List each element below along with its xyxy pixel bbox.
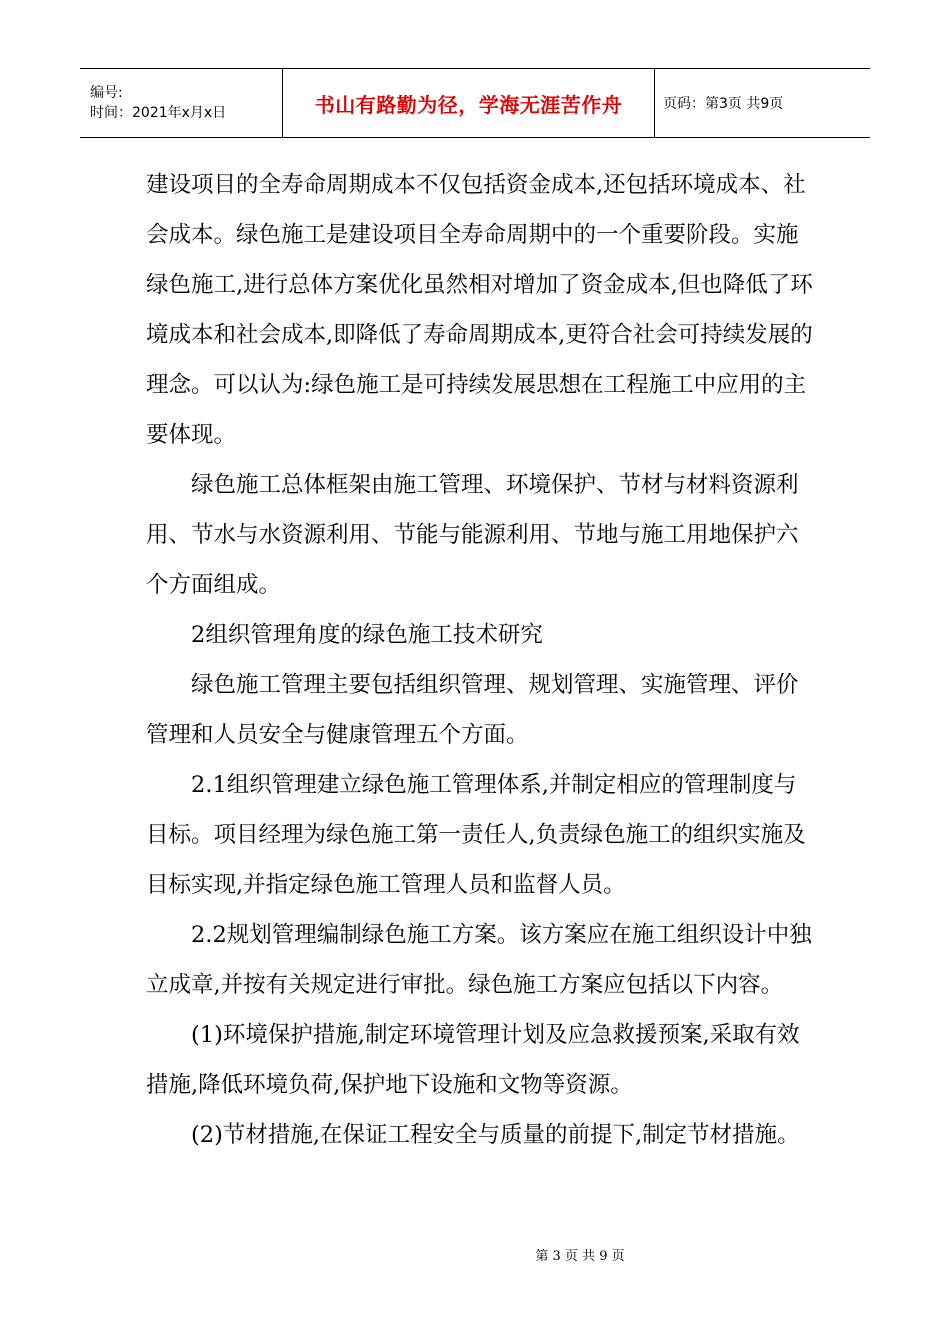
paragraph: 2.2规划管理编制绿色施工方案。该方案应在施工组织设计中独立成章,并按有关规定进行审批。绿色施工方案应包括以下内容。 bbox=[146, 922, 812, 998]
list-item: (2)节材措施,在保证工程安全与质量的前提下,制定节材措施。 bbox=[191, 1122, 800, 1148]
document-body bbox=[146, 160, 816, 1160]
paragraph: 绿色施工管理主要包括组织管理、规划管理、实施管理、评价管理和人员安全与健康管理五个方面。 bbox=[146, 672, 799, 748]
header-page-label: 页码：第3页 共9页 bbox=[663, 96, 784, 112]
header-page-info bbox=[655, 69, 870, 137]
header-motto bbox=[283, 69, 655, 137]
header-meta bbox=[80, 69, 283, 137]
list-item: (1)环境保护措施,制定环境管理计划及应急救援预案,采取有效措施,降低环境负荷,保护地下设施和文物等资源。 bbox=[146, 1022, 800, 1098]
motto-text: 书山有路勤为径，学海无涯苦作舟 bbox=[314, 92, 623, 117]
section-heading: 2组织管理角度的绿色施工技术研究 bbox=[191, 622, 543, 648]
paragraph: 2.1组织管理建立绿色施工管理体系,并制定相应的管理制度与目标。项目经理为绿色施工第一责任人,负责绿色施工的组织实施及目标实现,并指定绿色施工管理人员和监督人员。 bbox=[146, 772, 806, 898]
page-footer bbox=[0, 1245, 950, 1264]
paragraph: 绿色施工总体框架由施工管理、环境保护、节材与材料资源利用、节水与水资源利用、节能与能源利用、节地与施工用地保护六个方面组成。 bbox=[146, 472, 799, 598]
paragraph: 建设项目的全寿命周期成本不仅包括资金成本,还包括环境成本、社会成本。绿色施工是建设项目全寿命周期中的一个重要阶段。实施绿色施工,进行总体方案优化虽然相对增加了资金成本,但也降低了环境成本和社会成本,即降低了寿命周期成本,更符合社会可持续发展的理念。可以认为:绿色施工是可持续发展思想在工程施工中应用的主要体现。 bbox=[146, 172, 813, 448]
footer-page-number: 第 3 页 共 9 页 bbox=[535, 1249, 625, 1264]
document-number-label: 编号: bbox=[90, 85, 123, 101]
page-header bbox=[80, 68, 870, 138]
document-date-label: 时间：2021年x月x日 bbox=[90, 105, 227, 121]
